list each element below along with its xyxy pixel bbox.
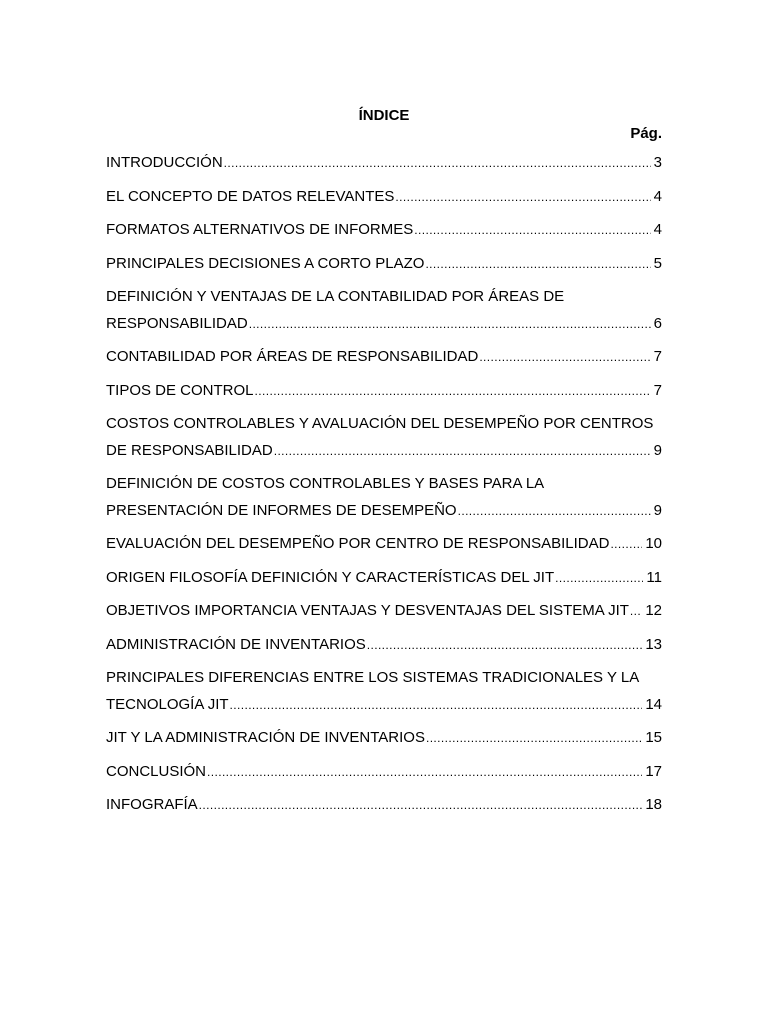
toc-page-number: 13 — [645, 635, 662, 653]
toc-entry-label: EVALUACIÓN DEL DESEMPEÑO POR CENTRO DE RESPONSABILIDAD — [106, 535, 610, 552]
toc-line — [106, 635, 662, 655]
toc-page-number: 10 — [645, 535, 662, 552]
toc-page-number: 5 — [653, 254, 662, 272]
toc-entry-label: TIPOS DE CONTROL — [106, 381, 254, 399]
toc-entry — [106, 254, 662, 274]
dot-leader — [555, 568, 643, 588]
dot-leader — [249, 314, 651, 334]
toc-page-number: 4 — [653, 221, 662, 238]
toc-page-number: 9 — [653, 501, 662, 519]
index-title: ÍNDICE — [358, 107, 410, 124]
dot-leader — [255, 381, 651, 401]
toc-entry-label: TECNOLOGÍA JIT — [106, 695, 229, 713]
toc-entry — [106, 414, 662, 461]
toc-page-number: 12 — [645, 602, 662, 619]
toc-entry-label: RESPONSABILIDAD — [106, 314, 248, 332]
toc-line — [106, 153, 662, 173]
toc-line — [106, 762, 662, 782]
toc-entry-label: INFOGRAFÍA — [106, 796, 198, 813]
toc-line — [106, 601, 662, 621]
toc-entry — [106, 220, 662, 240]
toc-entry-label: CONTABILIDAD POR ÁREAS DE RESPONSABILIDAD — [106, 348, 479, 365]
toc-entry — [106, 534, 662, 554]
table-of-contents — [106, 153, 662, 829]
toc-entry-label: ORIGEN FILOSOFÍA DEFINICIÓN Y CARACTERÍSTICAS DEL JIT — [106, 568, 555, 586]
toc-page-number: 11 — [646, 568, 662, 586]
toc-page-number: 7 — [653, 381, 662, 399]
dot-leader — [207, 762, 642, 782]
dot-leader — [414, 220, 650, 240]
page-column-header: Pág. — [630, 125, 662, 142]
toc-entry-label: PRINCIPALES DECISIONES A CORTO PLAZO — [106, 254, 425, 272]
toc-line — [106, 254, 662, 274]
toc-entry-label: ADMINISTRACIÓN DE INVENTARIOS — [106, 635, 366, 653]
dot-leader — [425, 254, 650, 274]
toc-entry-label: DE RESPONSABILIDAD — [106, 441, 273, 459]
toc-entry — [106, 762, 662, 782]
dot-leader — [230, 695, 643, 715]
toc-line — [106, 728, 662, 748]
toc-entry-label: FORMATOS ALTERNATIVOS DE INFORMES — [106, 221, 414, 238]
toc-entry-label: INTRODUCCIÓN — [106, 154, 223, 171]
toc-line — [106, 381, 662, 401]
toc-entry — [106, 635, 662, 655]
toc-entry — [106, 728, 662, 748]
dot-leader — [367, 635, 643, 655]
toc-line — [106, 347, 662, 367]
toc-entry-label: OBJETIVOS IMPORTANCIA VENTAJAS Y DESVENTAJAS DEL SISTEMA JIT — [106, 602, 629, 619]
dot-leader — [199, 795, 643, 815]
toc-entry — [106, 187, 662, 207]
toc-page-number: 7 — [653, 348, 662, 365]
toc-line — [106, 568, 662, 588]
toc-line — [106, 314, 662, 334]
toc-entry-label: PRESENTACIÓN DE INFORMES DE DESEMPEÑO — [106, 501, 457, 519]
toc-page-number: 4 — [653, 187, 662, 205]
toc-entry-label: DEFINICIÓN Y VENTAJAS DE LA CONTABILIDAD POR ÁREAS DE — [106, 288, 565, 305]
toc-entry — [106, 668, 662, 715]
dot-leader — [610, 534, 642, 554]
dot-leader — [458, 501, 651, 521]
toc-entry — [106, 153, 662, 173]
toc-page-number: 15 — [645, 729, 662, 746]
toc-line — [106, 534, 662, 554]
dot-leader — [224, 153, 651, 173]
toc-line — [106, 220, 662, 240]
dot-leader — [395, 187, 650, 207]
toc-line — [106, 501, 662, 521]
toc-entry-label: JIT Y LA ADMINISTRACIÓN DE INVENTARIOS — [106, 729, 425, 746]
toc-page-number: 17 — [645, 762, 662, 780]
toc-entry-label: PRINCIPALES DIFERENCIAS ENTRE LOS SISTEMAS TRADICIONALES Y LA — [106, 669, 640, 686]
toc-page-number: 6 — [653, 314, 662, 332]
toc-entry — [106, 347, 662, 367]
dot-leader — [426, 728, 642, 748]
toc-entry — [106, 795, 662, 815]
dot-leader — [274, 441, 651, 461]
toc-entry — [106, 601, 662, 621]
toc-entry — [106, 568, 662, 588]
toc-page-number: 18 — [645, 796, 662, 813]
dot-leader — [479, 347, 650, 367]
toc-entry-label: EL CONCEPTO DE DATOS RELEVANTES — [106, 187, 395, 205]
toc-page-number: 3 — [653, 154, 662, 171]
toc-page-number: 9 — [653, 441, 662, 459]
toc-entry-label: COSTOS CONTROLABLES Y AVALUACIÓN DEL DESEMPEÑO POR CENTROS — [106, 415, 654, 432]
toc-entry-label: DEFINICIÓN DE COSTOS CONTROLABLES Y BASES PARA LA — [106, 475, 545, 492]
toc-line — [106, 187, 662, 207]
dot-leader — [630, 601, 642, 621]
toc-line — [106, 441, 662, 461]
toc-entry — [106, 287, 662, 334]
toc-entry — [106, 474, 662, 521]
toc-line — [106, 795, 662, 815]
toc-entry-label: CONCLUSIÓN — [106, 762, 207, 780]
toc-line — [106, 695, 662, 715]
toc-page-number: 14 — [645, 695, 662, 713]
toc-entry — [106, 381, 662, 401]
